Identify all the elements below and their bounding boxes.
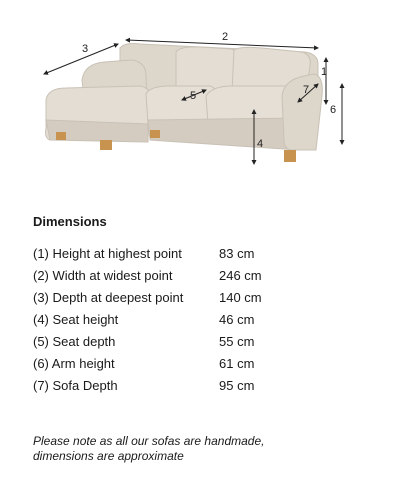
table-row [33, 242, 299, 264]
table-row [33, 286, 299, 308]
dimension-label: (6) Arm height [33, 355, 115, 371]
handmade-footnote [33, 434, 373, 464]
label-4: 4 [257, 138, 264, 150]
footnote-line-2: dimensions are approximate [33, 449, 184, 463]
dimension-value: 83 cm [219, 245, 255, 261]
sofa-illustration [46, 44, 323, 163]
dimensions-table [33, 242, 299, 396]
sofa-dimension-diagram [0, 0, 400, 200]
label-3: 3 [82, 43, 89, 55]
dimension-value: 46 cm [219, 311, 255, 327]
table-row [33, 330, 299, 352]
dimension-value: 140 cm [219, 289, 262, 305]
label-5: 5 [190, 90, 197, 102]
dimension-label: (3) Depth at deepest point [33, 289, 184, 305]
table-row [33, 264, 299, 286]
dimensions-title: Dimensions [33, 214, 107, 229]
label-1: 1 [321, 66, 328, 78]
dimension-value: 55 cm [219, 333, 255, 349]
dimension-label: (1) Height at highest point [33, 245, 182, 261]
seat-cushion-left [146, 86, 216, 124]
sofa-leg-back-left [56, 132, 66, 140]
dimension-value: 246 cm [219, 267, 262, 283]
label-7: 7 [303, 84, 310, 96]
back-cushion-left [176, 47, 237, 92]
label-6: 6 [330, 104, 337, 116]
label-2: 2 [222, 31, 229, 43]
dimension-value: 95 cm [219, 377, 255, 393]
sofa-leg-middle [150, 130, 160, 138]
table-row [33, 374, 299, 396]
footnote-line-1: Please note as all our sofas are handmade, [33, 434, 265, 448]
dimension-label: (7) Sofa Depth [33, 377, 118, 393]
table-row [33, 308, 299, 330]
dimension-label: (2) Width at widest point [33, 267, 173, 283]
sofa-leg-front-right [284, 150, 296, 162]
dimension-value: 61 cm [219, 355, 255, 371]
table-row [33, 352, 299, 374]
dimension-label: (5) Seat depth [33, 333, 116, 349]
sofa-leg-front-left [100, 140, 112, 150]
dimension-label: (4) Seat height [33, 311, 119, 327]
sofa-base [148, 118, 298, 150]
